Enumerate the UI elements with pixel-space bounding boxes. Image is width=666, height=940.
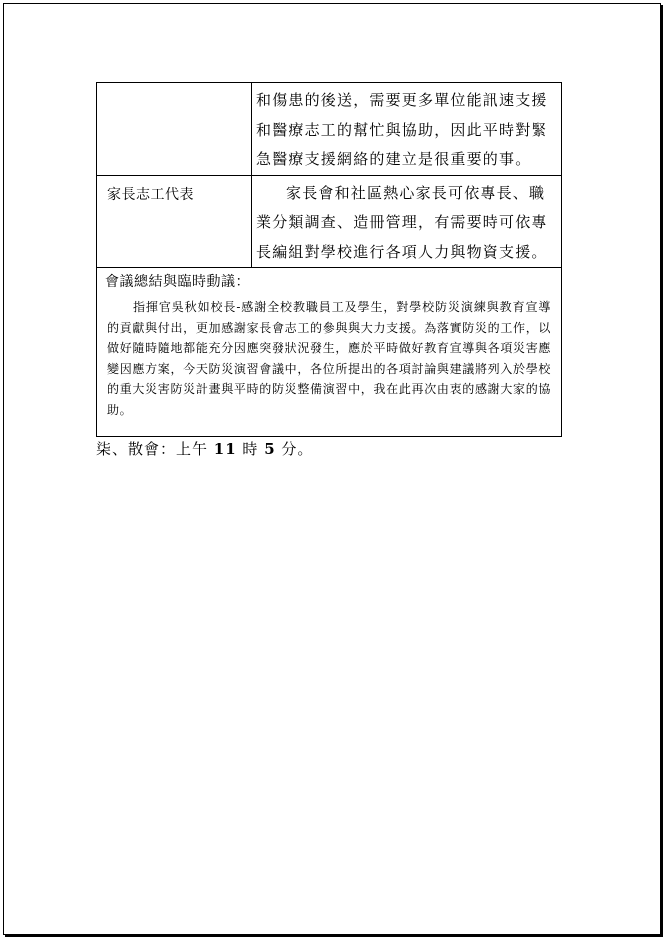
closing-suffix: 分。 — [275, 440, 314, 458]
closing-prefix: 柒、散會：上午 — [96, 440, 214, 458]
minutes-table — [96, 82, 562, 437]
table-row — [97, 175, 562, 268]
summary-title: 會議總結與臨時動議： — [105, 274, 250, 290]
role-cell — [97, 83, 252, 176]
content-text: 和傷患的後送，需要更多單位能訊速支援和醫療志工的幫忙與協助，因此平時對緊急醫療支援網絡的建立是很重要的事。 — [256, 91, 548, 168]
content-cell — [252, 83, 562, 176]
closing-line — [96, 438, 313, 459]
closing-mid: 時 — [236, 440, 265, 458]
closing-minute: 5 — [264, 440, 276, 458]
summary-row — [97, 268, 562, 437]
summary-cell — [97, 268, 562, 437]
closing-hour: 11 — [213, 440, 237, 458]
content-cell — [252, 175, 562, 268]
table-row — [97, 83, 562, 176]
summary-body: 指揮官吳秋如校長-感謝全校教職員工及學生，對學校防災演練與教育宣導的貢獻與付出，更加感謝家長會志工的參與與大力支援。為落實防災的工作，以做好隨時隨地都能充分因應突發狀況發生，應於平時做好教育宣導與各項災害應變因應方案，今天防災演習會議中，各位所提出的各項討論與建議將列入於學校的重大災害防災計畫與平時的防災整備演習中，我在此再次由衷的感謝大家的協助。 — [107, 300, 551, 417]
role-cell: 家長志工代表 — [97, 175, 252, 268]
content-text: 家長會和社區熱心家長可依專長、職業分類調查、造冊管理，有需要時可依專長編組對學校進行各項人力與物資支援。 — [256, 183, 548, 261]
